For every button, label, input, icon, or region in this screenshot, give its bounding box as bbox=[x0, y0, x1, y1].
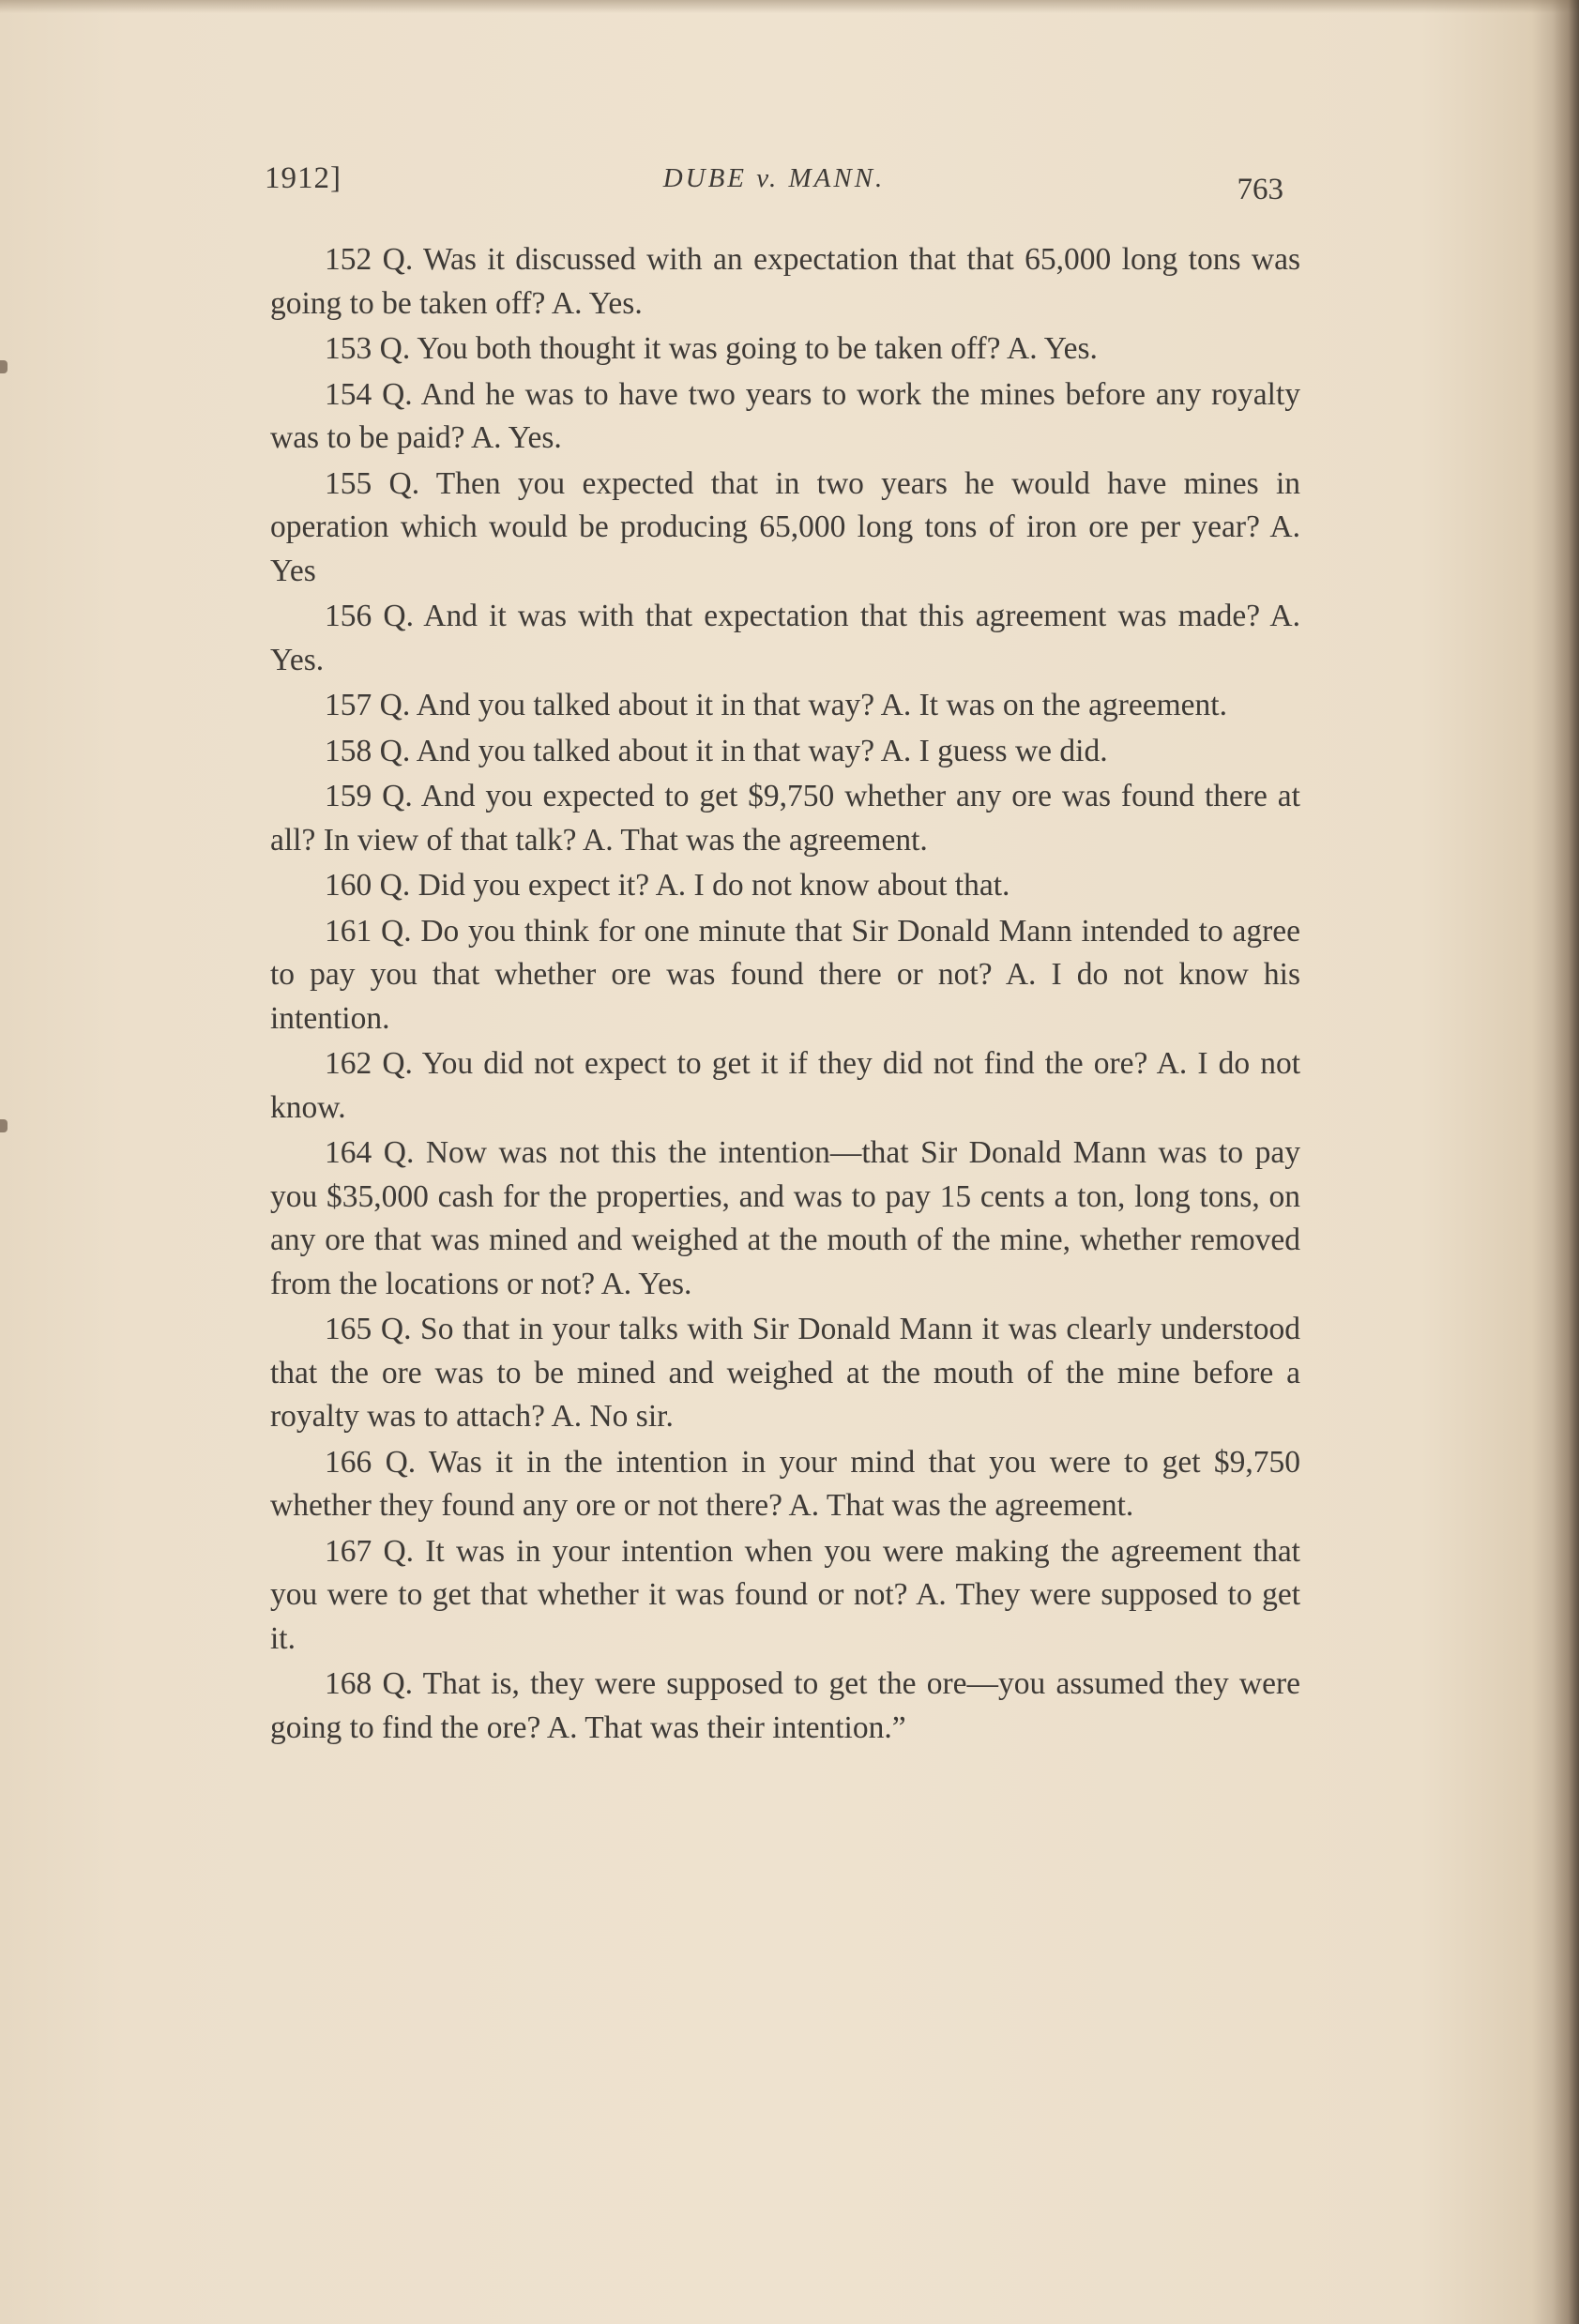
question-answer-paragraph: 156 Q. And it was with that expectation that this agreement was made? A. Yes. bbox=[270, 599, 1300, 677]
question-answer-paragraph: 165 Q. So that in your talks with Sir Donald Mann it was clearly understood that the ore was to be mined and weighed at the mouth of the mine before a royalty was to attach? A. No sir. bbox=[270, 1312, 1300, 1434]
running-header bbox=[265, 161, 1283, 208]
question-answer-paragraph: 152 Q. Was it discussed with an expectation that that 65,000 long tons was going to be taken off? A. Yes. bbox=[270, 242, 1300, 321]
header-year: 1912] bbox=[265, 161, 342, 195]
page-top-edge bbox=[0, 0, 1579, 13]
question-answer-paragraph: 161 Q. Do you think for one minute that Sir Donald Mann intended to agree to pay you that whether ore was found there or not? A. I do not know his intention. bbox=[270, 913, 1300, 1036]
question-answer-paragraph: 155 Q. Then you expected that in two years he would have mines in operation which would be producing 65,000 long tons of iron ore per year? A. Yes bbox=[270, 465, 1300, 588]
question-answer-paragraph: 162 Q. You did not expect to get it if they did not find the ore? A. I do not know. bbox=[270, 1046, 1300, 1125]
page-binding-shadow bbox=[1553, 0, 1579, 2324]
header-case-title: DUBE v. MANN. bbox=[662, 163, 886, 193]
question-answer-paragraph: 153 Q. You both thought it was going to be taken off? A. Yes. bbox=[325, 331, 1098, 366]
page-number: 763 bbox=[1237, 173, 1283, 206]
question-answer-paragraph: 167 Q. It was in your intention when you were making the agreement that you were to get that whether it was found or not? A. They were supposed to get it. bbox=[270, 1533, 1300, 1656]
margin-mark bbox=[0, 360, 8, 373]
question-answer-paragraph: 157 Q. And you talked about it in that way? A. It was on the agreement. bbox=[325, 688, 1227, 722]
margin-mark bbox=[0, 1119, 8, 1132]
question-answer-paragraph: 164 Q. Now was not this the intention—that Sir Donald Mann was to pay you $35,000 cash for the properties, and was to pay 15 cents a ton, long tons, on any ore that was mined and weighed at the mouth of the mine, whether removed from the locations or not? A. Yes. bbox=[270, 1135, 1300, 1301]
testimony-text bbox=[270, 238, 1300, 1752]
question-answer-paragraph: 154 Q. And he was to have two years to work the mines before any royalty was to be paid? A. Yes. bbox=[270, 376, 1300, 455]
question-answer-paragraph: 159 Q. And you expected to get $9,750 whether any ore was found there at all? In view of that talk? A. That was the agreement. bbox=[270, 779, 1300, 858]
question-answer-paragraph: 166 Q. Was it in the intention in your mind that you were to get $9,750 whether they found any ore or not there? A. That was the agreement. bbox=[270, 1444, 1300, 1523]
question-answer-paragraph: 160 Q. Did you expect it? A. I do not know about that. bbox=[325, 868, 1010, 903]
question-answer-paragraph: 158 Q. And you talked about it in that way? A. I guess we did. bbox=[325, 733, 1108, 768]
question-answer-paragraph: 168 Q. That is, they were supposed to get the ore—you assumed they were going to find the ore? A. That was their intention.” bbox=[270, 1666, 1300, 1745]
